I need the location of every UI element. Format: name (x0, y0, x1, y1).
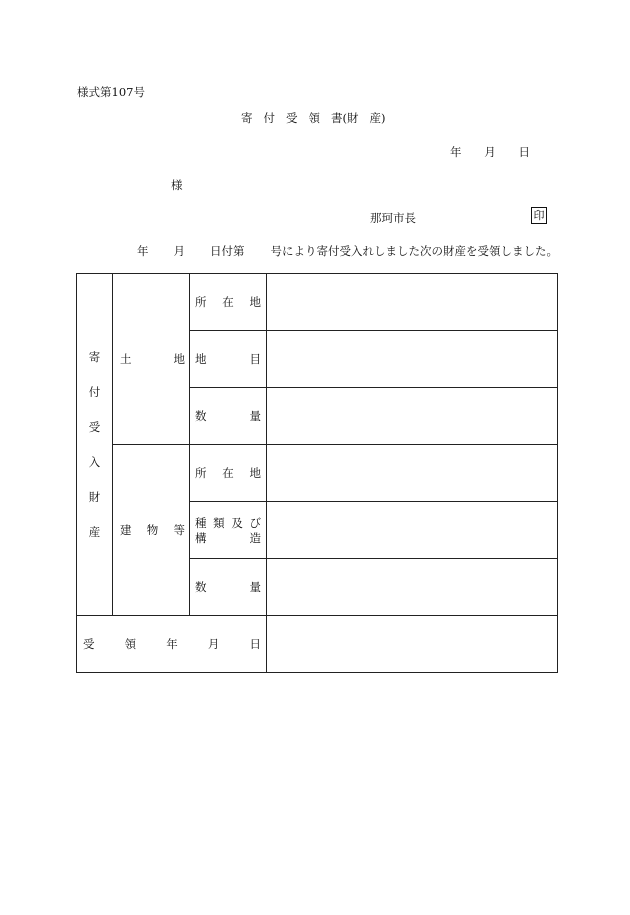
building-quantity-label-cell (190, 559, 267, 616)
statement-rest: 号により寄付受入れしました次の財産を受領しました。 (270, 244, 558, 258)
issuer-name: 那珂市長 (370, 211, 416, 225)
label-char: 受 (83, 637, 95, 651)
label-char: 数 (195, 409, 207, 423)
land-location-label-cell (190, 274, 267, 331)
building-char: 物 (146, 523, 159, 537)
land-category-label-cell (190, 331, 267, 388)
building-quantity-value[interactable] (267, 559, 558, 616)
title-char: 産) (369, 111, 386, 125)
date-month: 月 (484, 145, 496, 159)
label-char: 日 (249, 637, 261, 651)
statement-year: 年 (137, 244, 149, 258)
receipt-date-value[interactable] (267, 616, 558, 673)
label-char: 年 (166, 637, 178, 651)
land-quantity-value[interactable] (267, 388, 558, 445)
land-char: 土 (120, 352, 132, 366)
label-char: 量 (249, 409, 261, 423)
building-label (113, 522, 189, 538)
label-char: 種 (195, 515, 207, 530)
statement-day-no: 日付第 (210, 244, 245, 258)
label-char: 構 (195, 530, 207, 545)
building-location-label (190, 465, 266, 481)
label-char: 在 (222, 295, 234, 309)
label-char: 地 (249, 466, 261, 480)
building-type-value[interactable] (267, 502, 558, 559)
land-location-label (190, 294, 266, 310)
land-group-cell (113, 274, 190, 445)
label-char: 月 (207, 637, 220, 651)
category-char: 財 (88, 490, 101, 504)
title-char: 付 (263, 111, 275, 125)
title-char: 受 (286, 111, 298, 125)
land-location-value[interactable] (267, 274, 558, 331)
label-char: 地 (249, 295, 261, 309)
building-location-label-cell (190, 445, 267, 502)
building-type-label-cell (190, 502, 267, 559)
building-char: 建 (120, 523, 132, 537)
title-char: 書(財 (331, 111, 359, 125)
label-char: 造 (249, 530, 261, 545)
building-type-label (190, 515, 266, 545)
building-group-cell (113, 445, 190, 616)
land-quantity-label-cell (190, 388, 267, 445)
receipt-date-label (77, 636, 266, 652)
label-char: 数 (195, 580, 207, 594)
label-char: び (249, 515, 261, 530)
building-quantity-label (190, 579, 266, 595)
label-char: 及 (231, 515, 243, 530)
category-cell (77, 274, 113, 616)
label-char: 在 (222, 466, 234, 480)
category-label (77, 348, 112, 541)
label-char: 所 (195, 295, 207, 309)
receipt-date-label-cell (77, 616, 267, 673)
land-label (113, 351, 189, 367)
date-day: 日 (518, 145, 530, 159)
category-char: 寄 (88, 350, 101, 364)
label-char: 類 (213, 515, 225, 530)
land-char: 地 (173, 352, 185, 366)
category-char: 入 (88, 455, 101, 469)
form-number: 様式第107号 (77, 85, 145, 99)
recipient-suffix: 様 (171, 178, 183, 192)
label-char: 地 (195, 352, 207, 366)
statement (137, 243, 558, 259)
category-char: 産 (88, 525, 101, 539)
label-char: 領 (124, 637, 137, 651)
building-char: 等 (173, 523, 185, 537)
land-category-label (190, 351, 266, 367)
seal-mark: 印 (531, 207, 547, 224)
category-char: 受 (88, 420, 101, 434)
date-line (450, 144, 530, 160)
title-char: 領 (308, 111, 320, 125)
building-location-value[interactable] (267, 445, 558, 502)
land-category-value[interactable] (267, 331, 558, 388)
land-quantity-label (190, 408, 266, 424)
category-char: 付 (88, 385, 101, 399)
title-char: 寄 (241, 111, 253, 125)
statement-month: 月 (173, 244, 185, 258)
label-char: 目 (249, 352, 261, 366)
date-year: 年 (450, 145, 462, 159)
label-char: 所 (195, 466, 207, 480)
document-title (241, 110, 386, 126)
property-table (76, 273, 558, 673)
label-char: 量 (249, 580, 261, 594)
